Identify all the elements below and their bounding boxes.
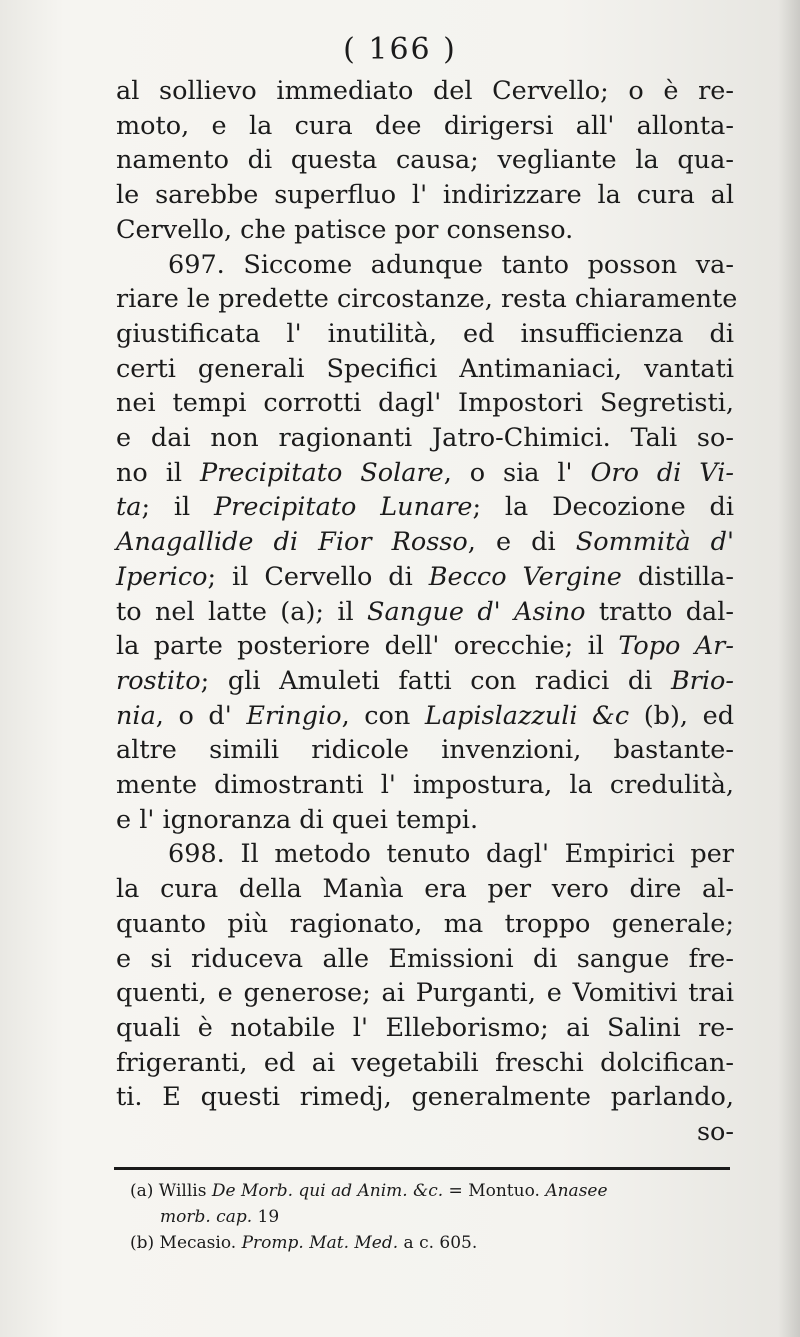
body-line [116, 1080, 734, 1115]
italic-text: De Morb. qui ad Anim. &c. [211, 1181, 444, 1201]
text-run: nei tempi corrotti dagl' Impostori Segretisti, [116, 388, 734, 419]
footnotes [130, 1178, 770, 1256]
text-run: namento di questa causa; vegliante la qua- [116, 145, 734, 176]
text-run: 698. Il metodo tenuto dagl' Empirici per [168, 839, 734, 870]
text-run: tratto dal- [585, 596, 734, 627]
body-line [116, 386, 734, 421]
body-line [116, 1011, 734, 1046]
body-line [116, 664, 734, 699]
text-run: mente dimostranti l' impostura, la credulità, [116, 770, 734, 801]
text-run: no il [116, 457, 200, 488]
italic-text: Anasee [545, 1181, 608, 1201]
body-line [116, 699, 734, 734]
text-run: le sarebbe superfluo l' indirizzare la cura al [116, 180, 734, 211]
text-run: al sollievo immediato del Cervello; o è re- [116, 76, 734, 106]
text-run: e l' ignoranza di quei tempi. [116, 804, 479, 835]
text-run: frigeranti, ed ai vegetabili freschi dolcifican- [116, 1047, 734, 1078]
text-run: , e di [467, 527, 576, 558]
body-line [116, 872, 734, 907]
body-line [116, 109, 734, 144]
text-run: 19 [252, 1207, 280, 1227]
italic-text: Anagallide di Fior Rosso [116, 527, 468, 558]
text-run: ; gli Amuleti fatti con radici di [200, 665, 671, 696]
text-run: 697. Siccome adunque tanto posson va- [168, 249, 734, 280]
text-run: la cura della Manìa era per vero dire al- [116, 874, 734, 905]
text-run: e si riduceva alle Emissioni di sangue fre- [116, 943, 734, 974]
italic-text: Brio- [670, 665, 734, 696]
italic-text: Promp. Mat. Med. [241, 1233, 399, 1253]
footnote-line [130, 1204, 770, 1230]
body-line [116, 803, 734, 838]
text-run: ti. E questi rimedj, generalmente parlando, [116, 1082, 734, 1113]
body-line [116, 178, 734, 213]
footnote-line [130, 1178, 770, 1204]
body-line [116, 560, 734, 595]
text-run: Cervello, che patisce por consenso. [116, 214, 574, 245]
footnote-line [130, 1230, 770, 1256]
text-run: (b) Mecasio. [130, 1233, 242, 1253]
text-run: quali è notabile l' Elleborismo; ai Salini re- [116, 1012, 734, 1043]
text-run: ; la Decozione di [472, 492, 734, 523]
body-line [116, 733, 734, 768]
body-line [116, 907, 734, 942]
italic-text: Eringio [246, 700, 342, 731]
body-line [116, 629, 734, 664]
body-line [116, 248, 734, 283]
footnote-rule [114, 1167, 730, 1170]
page-edge-shadow [778, 0, 800, 1337]
text-run: , con [341, 700, 425, 731]
body-line [116, 456, 734, 491]
body-line [116, 317, 734, 352]
body-line [116, 1046, 734, 1081]
body-line [116, 282, 738, 317]
body-text [116, 74, 738, 1150]
text-run: ; il [141, 492, 214, 523]
text-run: distilla- [621, 561, 734, 592]
text-run: ; il Cervello di [207, 561, 429, 592]
text-run: e dai non ragionanti Jatro-Chimici. Tali so- [116, 423, 734, 454]
italic-text: Precipitato Lunare [214, 492, 473, 523]
body-line [116, 352, 734, 387]
body-line [116, 525, 734, 560]
text-run: so- [696, 1117, 734, 1148]
italic-text: nia [116, 700, 156, 731]
body-line [116, 595, 734, 630]
body-line [116, 143, 734, 178]
body-line [116, 1115, 734, 1150]
text-run: , o sia l' [443, 457, 591, 488]
body-line [116, 213, 734, 248]
page-number: ( 166 ) [343, 32, 457, 67]
italic-text: Lapislazzuli &c [424, 700, 630, 731]
text-run: , o d' [155, 700, 247, 731]
italic-text: ta [116, 492, 142, 523]
text-run: altre simili ridicole invenzioni, bastante- [116, 735, 734, 766]
text-run: certi generali Specifici Antimaniaci, vantati [116, 353, 734, 384]
italic-text: morb. cap. [160, 1207, 253, 1227]
text-run: la parte posteriore dell' orecchie; il [116, 631, 619, 662]
text-run: = Montuo. [443, 1181, 546, 1201]
text-run: (b), ed [629, 700, 735, 731]
italic-text: rostito [116, 665, 201, 696]
body-line [116, 768, 734, 803]
text-run: giustificata l' inutilità, ed insufficienza di [116, 318, 734, 349]
text-run: moto, e la cura dee dirigersi all' allonta- [116, 110, 734, 141]
text-run: (a) Willis [130, 1181, 212, 1201]
body-line [116, 421, 734, 456]
italic-text: Oro di Vi- [590, 457, 734, 488]
text-run: quenti, e generose; ai Purganti, e Vomitivi trai [116, 978, 734, 1009]
italic-text: Topo Ar- [618, 631, 734, 662]
italic-text: Iperico [116, 561, 208, 592]
text-run: riare le predette circostanze, resta chiaramente [116, 284, 738, 315]
italic-text: Precipitato Solare [199, 457, 444, 488]
body-line [116, 837, 734, 872]
body-line [116, 942, 734, 977]
italic-text: Becco Vergine [428, 561, 622, 592]
body-line [116, 490, 734, 525]
body-line [116, 74, 734, 109]
body-line [116, 976, 734, 1011]
italic-text: Sangue d' Asino [367, 596, 586, 627]
text-run: quanto più ragionato, ma troppo generale; [116, 908, 734, 939]
text-run: to nel latte (a); il [116, 596, 368, 627]
italic-text: Sommità d' [575, 527, 734, 558]
text-run: a c. 605. [398, 1233, 478, 1253]
